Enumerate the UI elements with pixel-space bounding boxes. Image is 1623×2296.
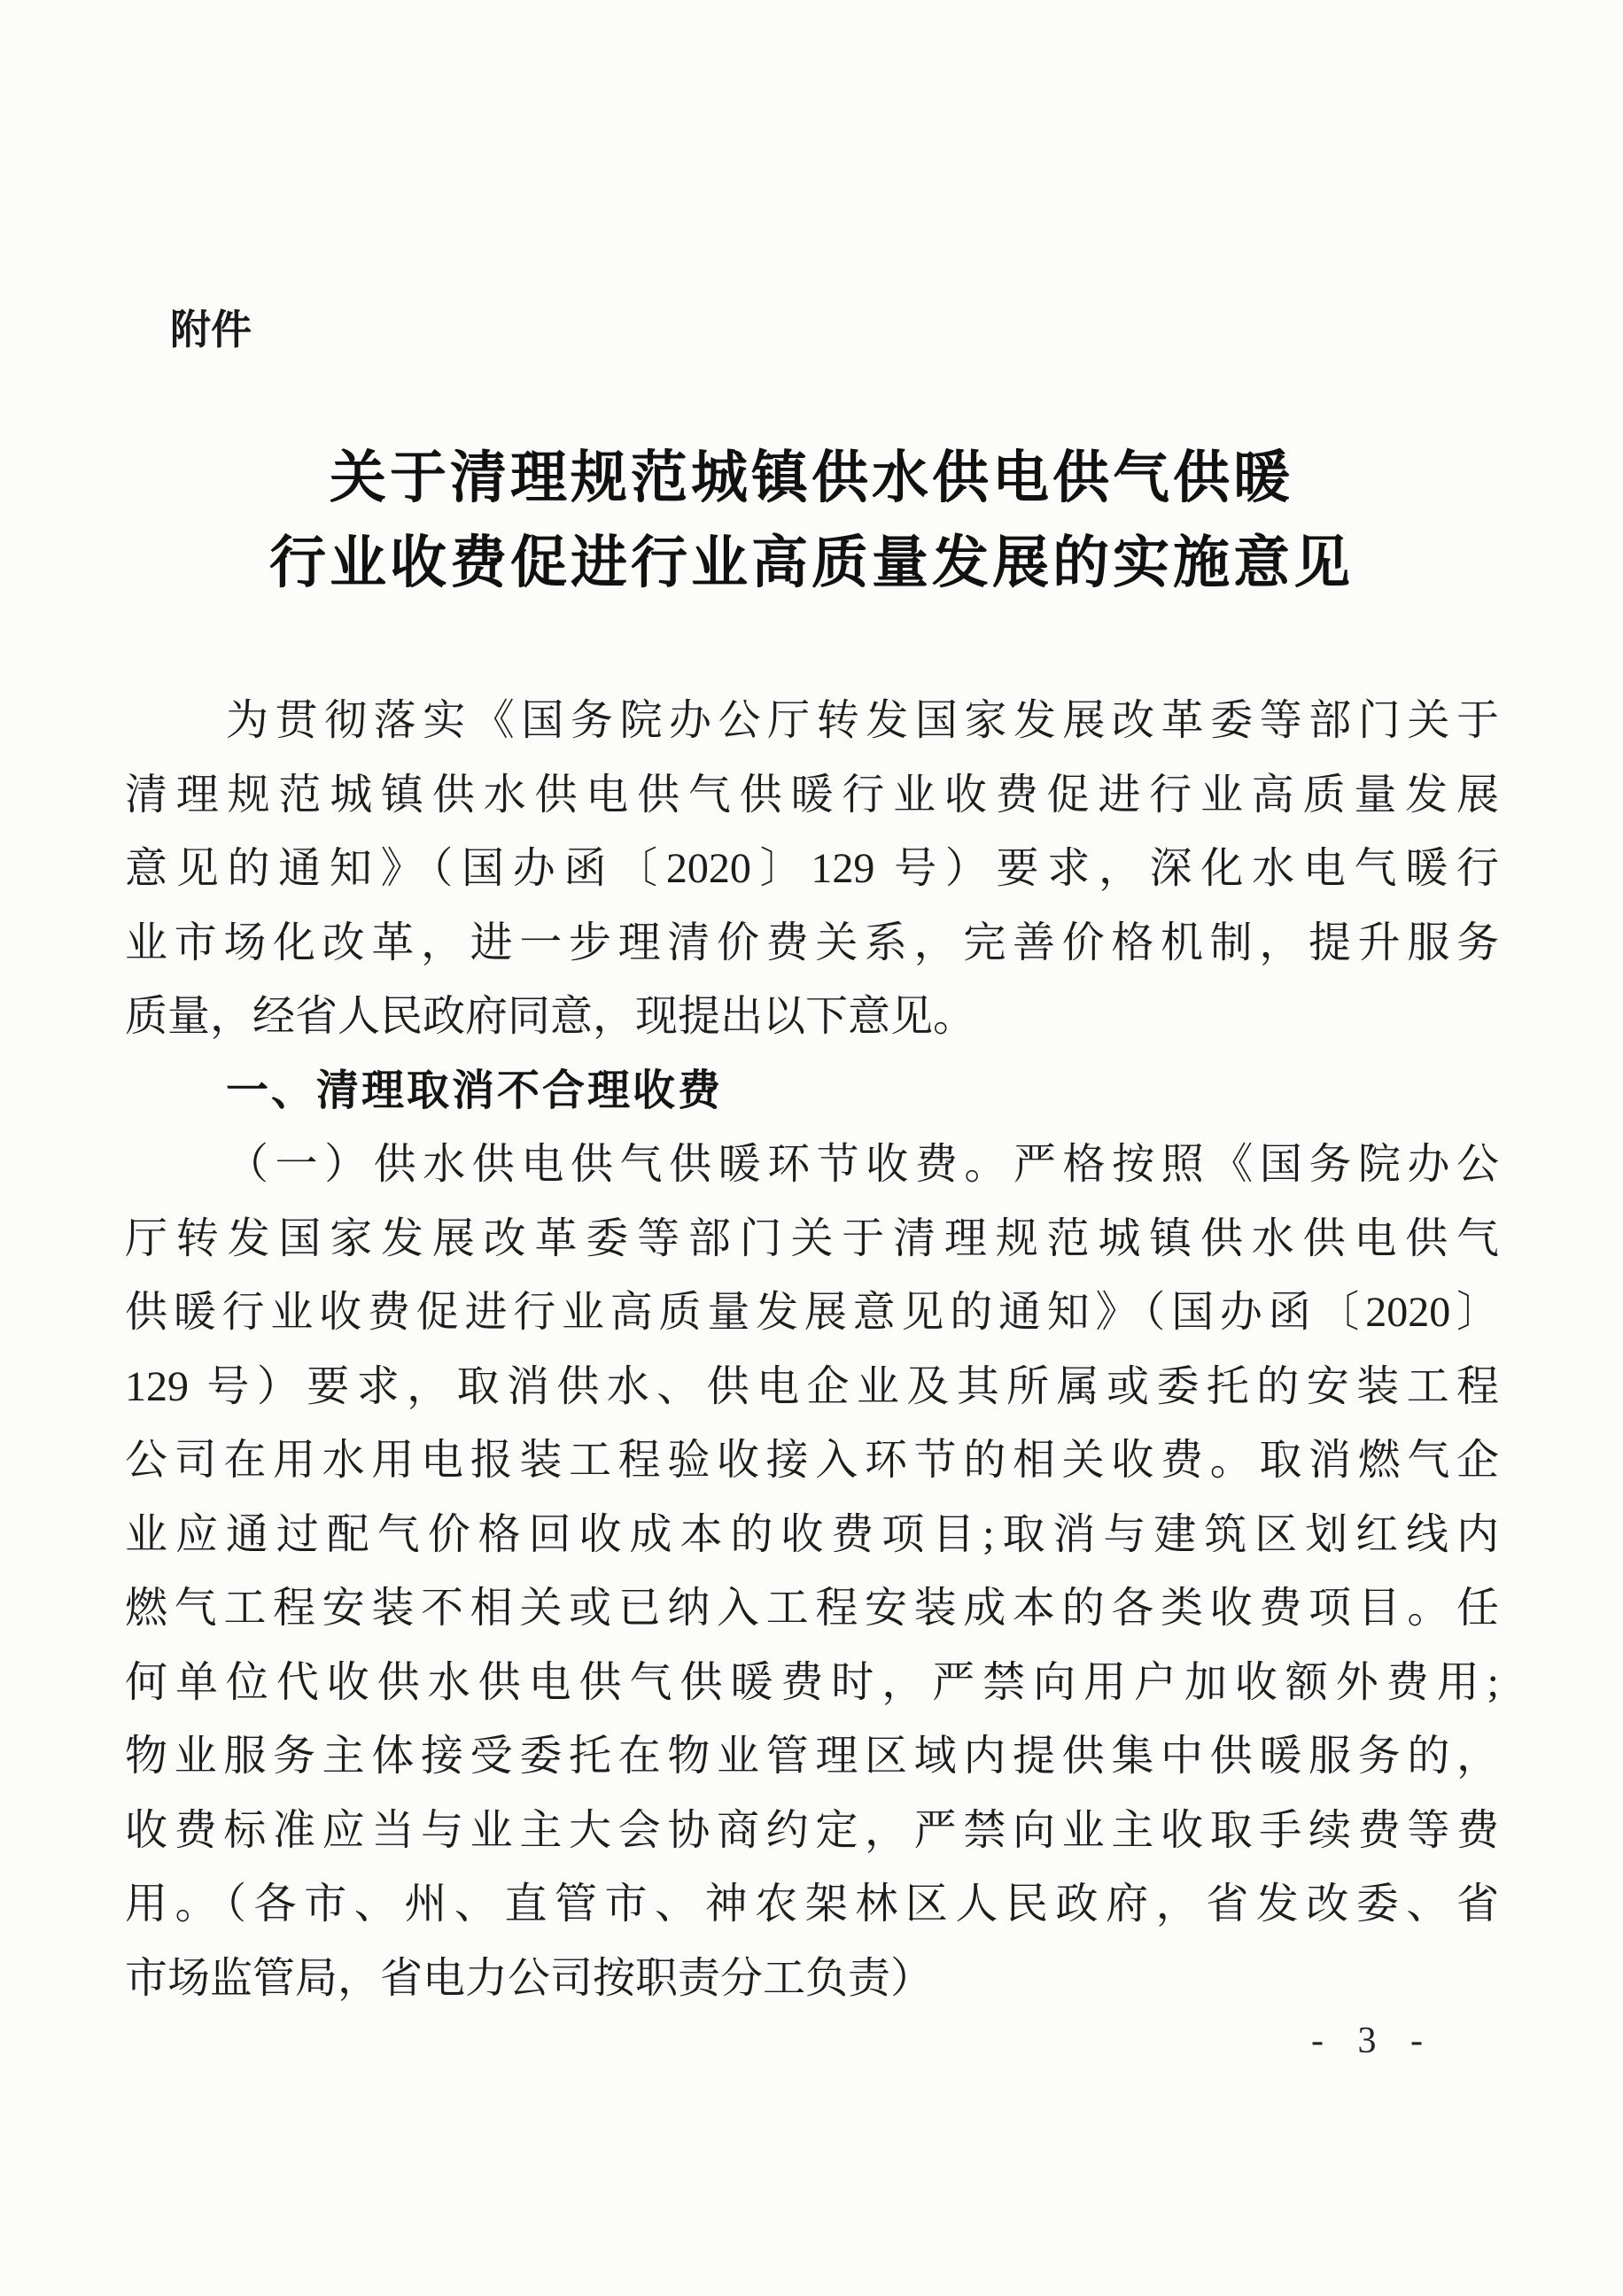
body-line: 清理规范城镇供水供电供气供暖行业收费促进行业高质量发展 xyxy=(125,771,1499,818)
body-line: 质量，经省人民政府同意，现提出以下意见。 xyxy=(125,993,976,1040)
body-line: 供暖行业收费促进行业高质量发展意见的通知》（国办函〔2020〕 xyxy=(125,1289,1499,1336)
body-line: （一）供水供电供气供暖环节收费。严格按照《国务院办公 xyxy=(226,1141,1499,1188)
body-line: 业市场化改革，进一步理清价费关系，完善价格机制，提升服务 xyxy=(125,919,1499,966)
body-line: 收费标准应当与业主大会协商约定，严禁向业主收取手续费等费 xyxy=(125,1806,1499,1854)
body-line: 市场监管局，省电力公司按职责分工负责） xyxy=(125,1954,934,2002)
attachment-label: 附件 xyxy=(170,306,252,353)
document-title-line1: 关于清理规范城镇供水供电供气供暖 xyxy=(330,446,1293,509)
body-line: 厅转发国家发展改革委等部门关于清理规范城镇供水供电供气 xyxy=(125,1214,1499,1262)
body-line: 为贯彻落实《国务院办公厅转发国家发展改革委等部门关于 xyxy=(226,697,1499,744)
body-line: 用。（各市、州、直管市、神农架林区人民政府，省发改委、省 xyxy=(125,1881,1499,1928)
section-heading: 一、清理取消不合理收费 xyxy=(226,1067,724,1114)
body-line: 燃气工程安装不相关或已纳入工程安装成本的各类收费项目。任 xyxy=(125,1585,1499,1632)
body-line: 公司在用水用电报装工程验收接入环节的相关收费。取消燃气企 xyxy=(125,1437,1499,1484)
body-line: 何单位代收供水供电供气供暖费时，严禁向用户加收额外费用; xyxy=(125,1658,1499,1706)
document-title-line2: 行业收费促进行业高质量发展的实施意见 xyxy=(269,531,1354,594)
document-title xyxy=(0,436,1623,606)
document-body xyxy=(125,684,1499,2015)
body-line: 业应通过配气价格回收成本的收费项目;取消与建筑区划红线内 xyxy=(125,1510,1499,1558)
page-number: - 3 - xyxy=(1311,2021,1435,2061)
body-line: 129 号）要求，取消供水、供电企业及其所属或委托的安装工程 xyxy=(125,1362,1499,1410)
body-line: 意见的通知》（国办函〔2020〕129 号）要求，深化水电气暖行 xyxy=(125,845,1499,892)
body-line: 物业服务主体接受委托在物业管理区域内提供集中供暖服务的， xyxy=(125,1733,1499,1780)
